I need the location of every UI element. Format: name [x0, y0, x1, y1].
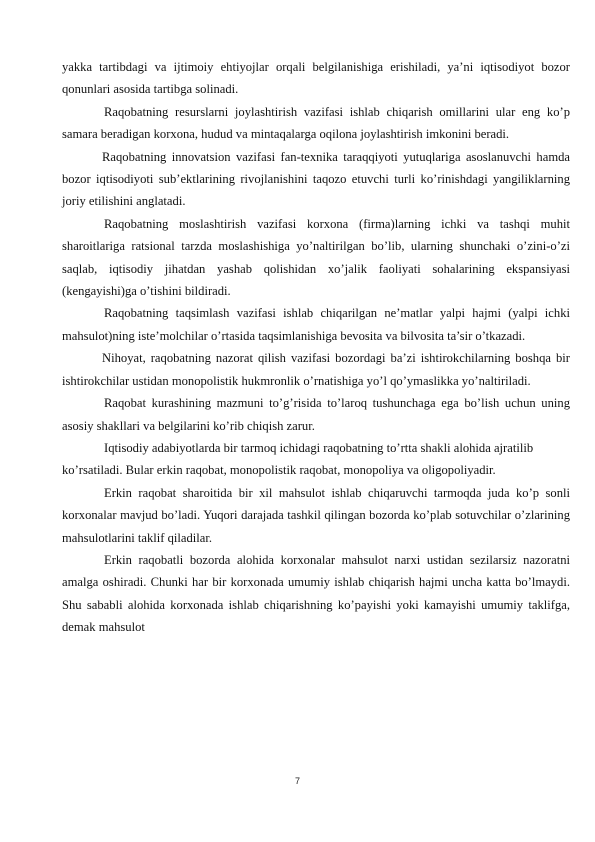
paragraph-adaptation: Raqobatning moslashtirish vazifasi korxona (firma)larning ichki va tashqi muhit sharoitlariga ratsional tarzda moslashishiga yo’naltirilgan bo’lib, ularning shunchaki o’zini-o’zi saqlab, iqtisodiy jihatdan yashab qolishidan xo’jalik faoliyati sohalarining ekspansiyasi (kengayishi)ga o’tishini bildiradi.	[62, 216, 570, 299]
page-number: 7	[294, 776, 300, 786]
body-text	[62, 56, 570, 639]
paragraph-four-forms: Iqtisodiy adabiyotlarda bir tarmoq ichidagi raqobatning to’rtta shakli alohida ajratilib ko’rsatiladi. Bular erkin raqobat, monopolistik raqobat, monopoliya va oligopoliyadir.	[62, 440, 534, 478]
paragraph-free-competition-market: Erkin raqobatli bozorda alohida korxonalar mahsulot narxi ustidan sezilarsiz nazoratni amalga oshiradi. Chunki har bir korxonada umumiy ishlab chiqarish hajmi uncha katta bo’lmaydi. Shu sababli alohida korxonada ishlab chiqarishning ko’payishi yoki kamayishi umumiy taklifga, demak mahsulot	[62, 552, 570, 635]
paragraph-continuation: yakka tartibdagi va ijtimoiy ehtiyojlar orqali belgilanishiga erishiladi, ya’ni iqtisodiyot bozor qonunlari asosida tartibga solinadi.	[62, 60, 570, 97]
paragraph-competition-forms-intro: Raqobat kurashining mazmuni to’g’risida to’laroq tushunchaga ega bo’lish uchun uning asosiy shakllari va belgilarini ko’rib chiqish zarur.	[62, 396, 570, 433]
paragraph-distribution: Raqobatning taqsimlash vazifasi ishlab chiqarilgan ne’matlar yalpi hajmi (yalpi ichki mahsulot)ning iste’molchilar o’rtasida taqsimlanishiga bevosita va bilvosita ta’sir o’tkazadi.	[62, 306, 570, 343]
paragraph-control: Nihoyat, raqobatning nazorat qilish vazifasi bozordagi ba’zi ishtirokchilarning boshqa bir ishtirokchilar ustidan monopolistik hukmronlik o’rnatishiga yo’l qo’ymaslikka yo’naltiriladi.	[62, 351, 570, 388]
paragraph-resource-allocation: Raqobatning resurslarni joylashtirish vazifasi ishlab chiqarish omillarini ular eng ko’p samara beradigan korxona, hudud va mintaqalarga oqilona joylashtirish imkonini beradi.	[62, 104, 570, 142]
paragraph-innovation: Raqobatning innovatsion vazifasi fan-texnika taraqqiyoti yutuqlariga asoslanuvchi hamda bozor iqtisodiyoti sub’ektlarining rivojlanishini taqozo etuvchi turli ko’rinishdagi yangiliklarning joriy etilishini anglatadi.	[62, 149, 570, 209]
paragraph-free-competition: Erkin raqobat sharoitida bir xil mahsulot ishlab chiqaruvchi tarmoqda juda ko’p sonli korxonalar mavjud bo’ladi. Yuqori darajada tashkil qilingan bozorda ko’plab sotuvchilar o’zlarining mahsulotlarini taklif qiladilar.	[62, 485, 570, 545]
